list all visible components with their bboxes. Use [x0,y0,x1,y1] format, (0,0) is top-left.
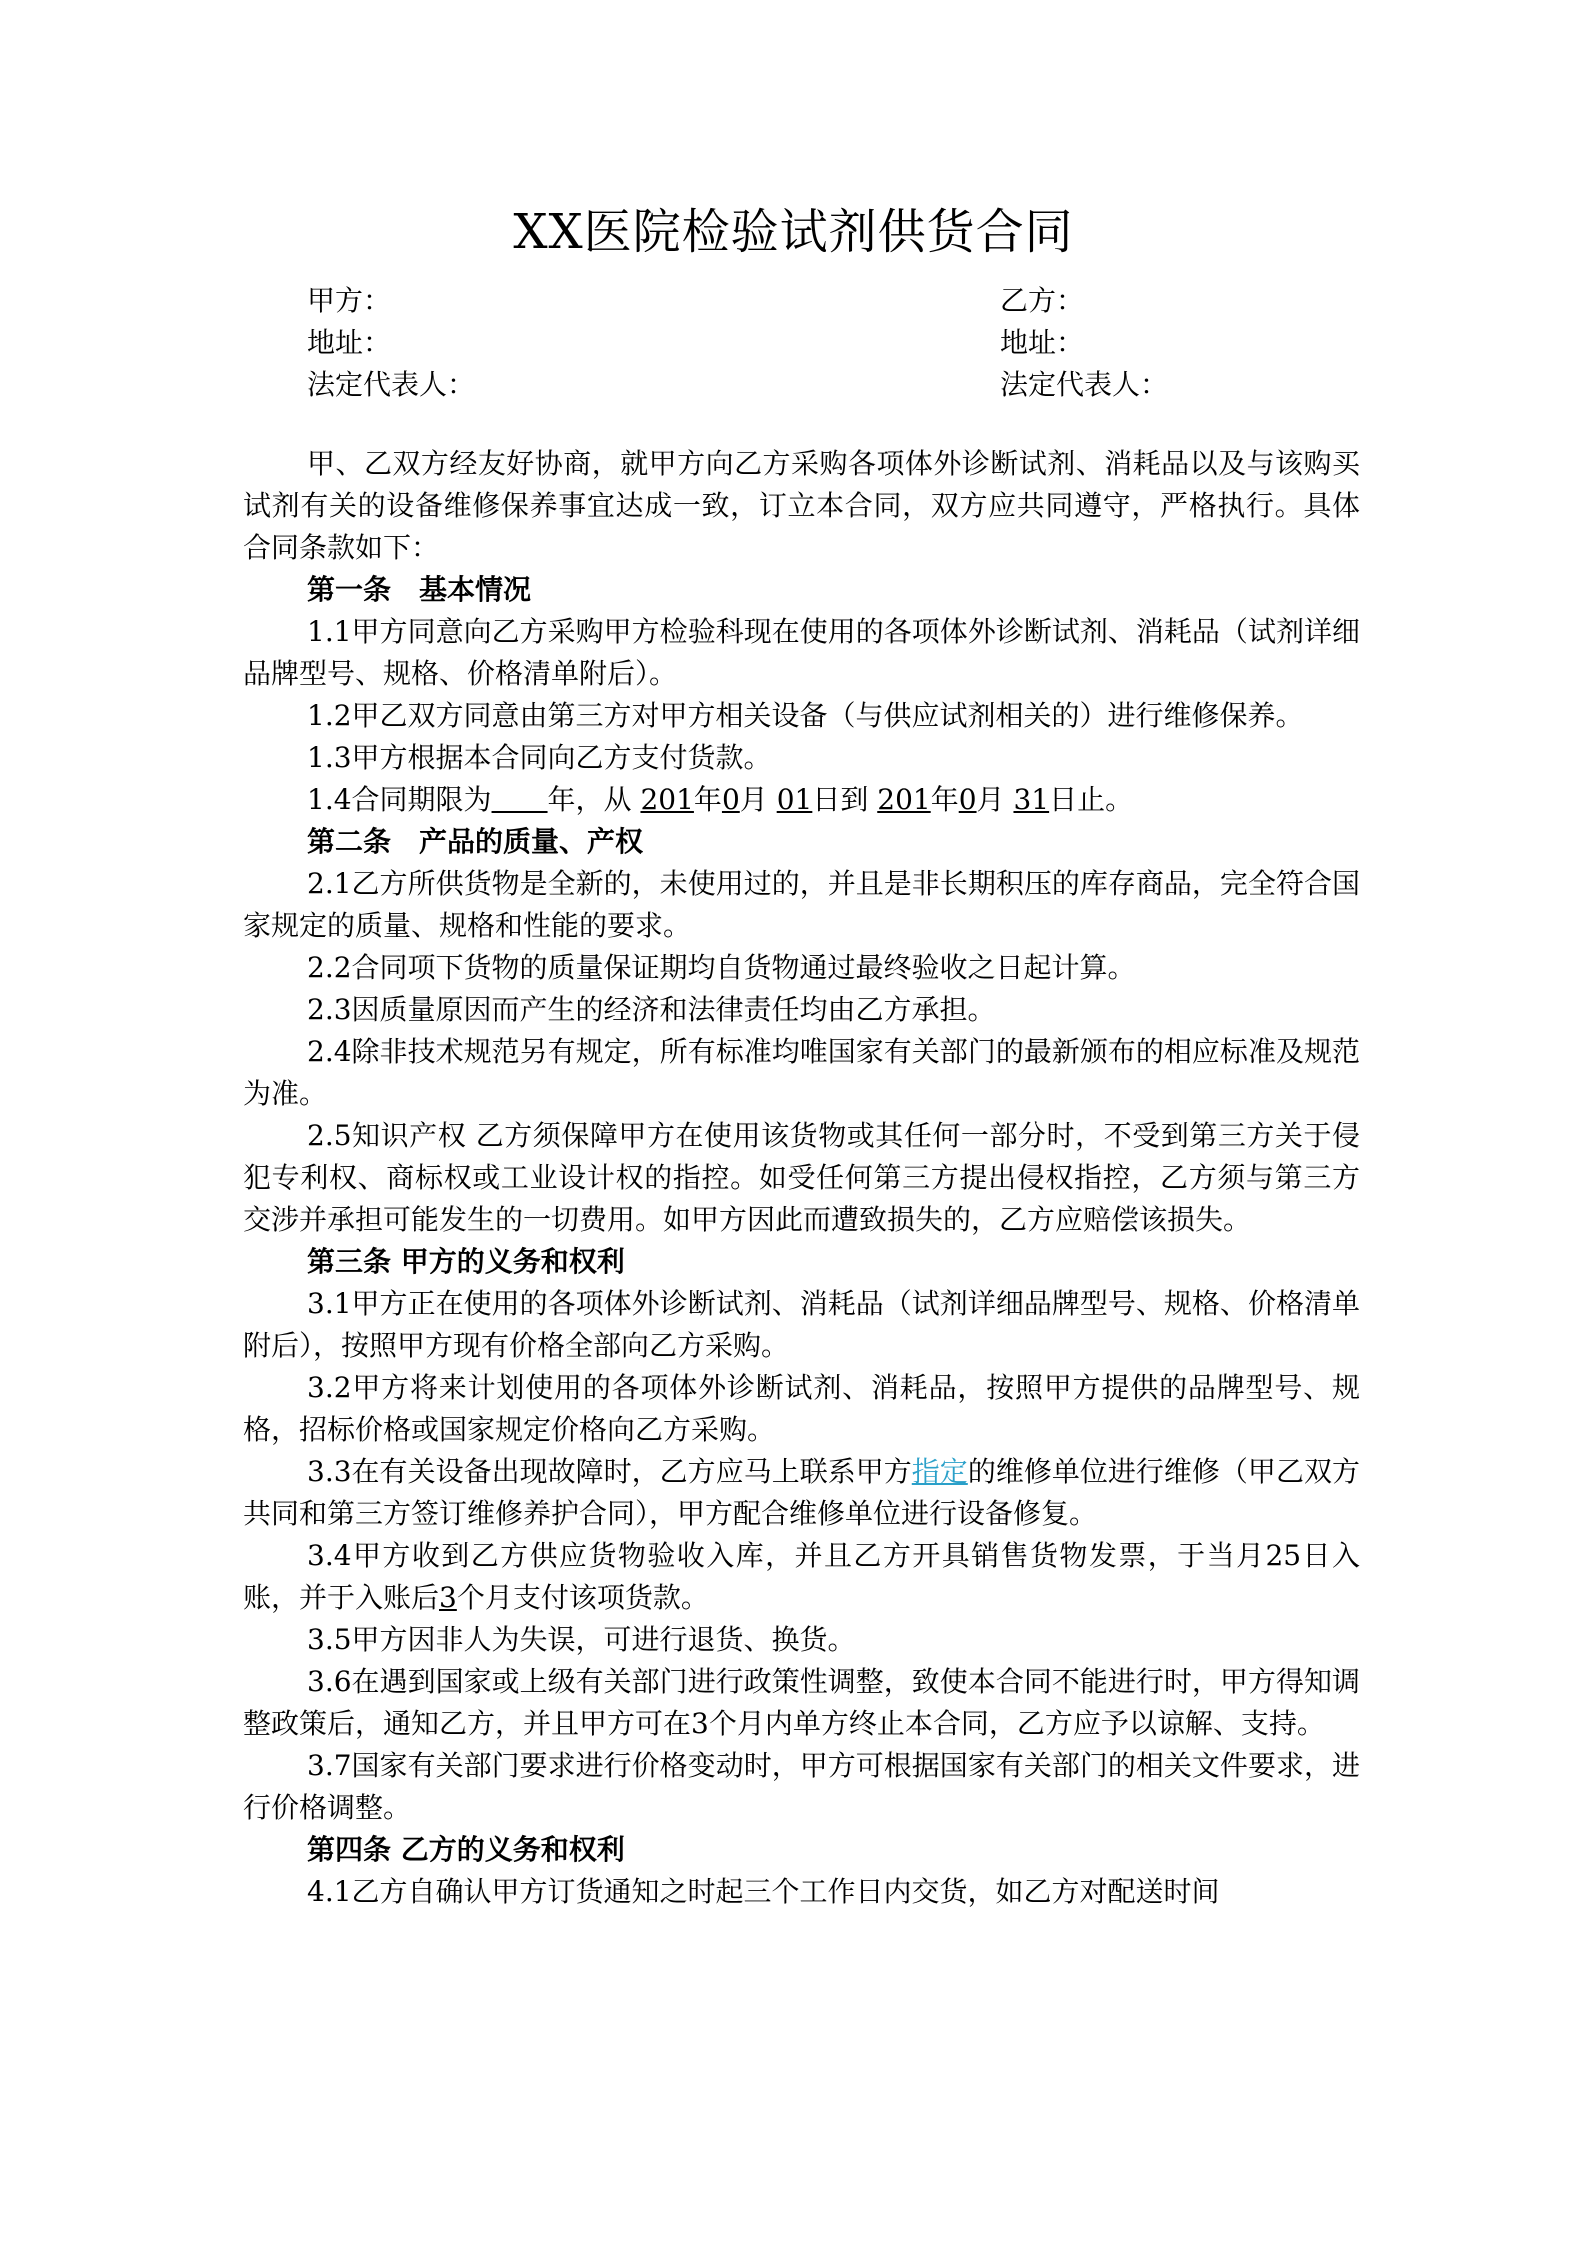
clause-2-2: 2.2合同项下货物的质量保证期均自货物通过最终验收之日起计算。 [307,951,1136,984]
clause-3-7: 3.7国家有关部门要求进行价格变动时，甲方可根据国家有关部门的相关文件要求，进行价格调整。 [243,1749,1360,1824]
clause-1-4-text: 月 [739,783,768,816]
clause-1-4-text: 1.4合同期限为 [307,783,492,816]
party-b-address-label: 地址： [1000,326,1085,359]
clause-2-4: 2.4除非技术规范另有规定，所有标准均唯国家有关部门的最新颁布的相应标准及规范为准。 [243,1035,1360,1110]
end-year: 201 [877,783,931,816]
clause-1-4 [243,779,1360,821]
end-month: 0 [958,783,977,816]
clause-1-4-text: 日到 [812,783,869,816]
contract-body [243,443,1360,1913]
clause-3-6: 3.6在遇到国家或上级有关部门进行政策性调整，致使本合同不能进行时，甲方得知调整政策后，通知乙方，并且甲方可在3个月内单方终止本合同，乙方应予以谅解、支持。 [243,1665,1360,1740]
section-2-heading: 第二条 产品的质量、产权 [307,825,644,858]
start-month: 0 [721,783,740,816]
clause-2-5: 2.5知识产权 乙方须保障甲方在使用该货物或其任何一部分时，不受到第三方关于侵犯专利权、商标权或工业设计权的指控。如受任何第三方提出侵权指控，乙方须与第三方交涉并承担可能发生的一切费用。如甲方因此而遭致损失的，乙方应赔偿该损失。 [243,1119,1360,1236]
party-a-label: 甲方： [307,284,392,317]
party-b-legal-rep-label: 法定代表人： [1000,368,1169,401]
clause-3-4 [243,1535,1360,1619]
clause-3-3-text: 的维修单位进行维修（甲乙双方共同和第三方签订维修养护合同），甲方配合维修单位进行设备修复。 [243,1455,1360,1530]
document-title: XX医院检验试剂供货合同 [513,204,1074,260]
section-3-heading: 第三条 甲方的义务和权利 [307,1245,625,1278]
payment-months: 3 [439,1581,457,1614]
start-year: 201 [640,783,694,816]
clause-3-4-text: 3.4甲方收到乙方供应货物验收入库，并且乙方开具销售货物发票，于当月25日入账，并于入账后 [243,1539,1360,1614]
party-b-label: 乙方： [1000,284,1085,317]
clause-3-4-text: 个月支付该项货款。 [456,1581,709,1614]
clause-1-4-text: 年 [930,783,959,816]
clause-1-4-text: 月 [976,783,1005,816]
clause-1-1: 1.1甲方同意向乙方采购甲方检验科现在使用的各项体外诊断试剂、消耗品（试剂详细品牌型号、规格、价格清单附后）。 [243,615,1360,690]
clause-1-2: 1.2甲乙双方同意由第三方对甲方相关设备（与供应试剂相关的）进行维修保养。 [307,699,1304,732]
clause-3-5: 3.5甲方因非人为失误，可进行退货、换货。 [307,1623,856,1656]
party-a-address-label: 地址： [307,326,392,359]
clause-1-4-text: 日止。 [1049,783,1134,816]
clause-1-3: 1.3甲方根据本合同向乙方支付货款。 [307,741,772,774]
end-day: 31 [1013,783,1050,816]
clause-3-3-text: 3.3在有关设备出现故障时，乙方应马上联系甲方 [307,1455,912,1488]
party-a-legal-rep-label: 法定代表人： [307,368,476,401]
term-years-blank [492,783,548,816]
clause-3-3 [243,1451,1360,1535]
clause-1-4-text: 年 [693,783,722,816]
section-4-heading: 第四条 乙方的义务和权利 [307,1833,625,1866]
clause-2-3: 2.3因质量原因而产生的经济和法律责任均由乙方承担。 [307,993,996,1026]
clause-1-4-text: 年，从 [547,783,632,816]
designated-link[interactable]: 指定 [911,1455,968,1488]
start-day: 01 [776,783,813,816]
clause-3-2: 3.2甲方将来计划使用的各项体外诊断试剂、消耗品，按照甲方提供的品牌型号、规格，招标价格或国家规定价格向乙方采购。 [243,1371,1360,1446]
clause-4-1: 4.1乙方自确认甲方订货通知之时起三个工作日内交货，如乙方对配送时间 [307,1875,1220,1908]
clause-2-1: 2.1乙方所供货物是全新的，未使用过的，并且是非长期积压的库存商品，完全符合国家规定的质量、规格和性能的要求。 [243,867,1360,942]
clause-3-1: 3.1甲方正在使用的各项体外诊断试剂、消耗品（试剂详细品牌型号、规格、价格清单附后），按照甲方现有价格全部向乙方采购。 [243,1287,1360,1362]
intro-paragraph: 甲、乙双方经友好协商，就甲方向乙方采购各项体外诊断试剂、消耗品以及与该购买试剂有关的设备维修保养事宜达成一致，订立本合同，双方应共同遵守，严格执行。具体合同条款如下： [243,447,1360,564]
section-1-heading: 第一条 基本情况 [307,573,532,606]
